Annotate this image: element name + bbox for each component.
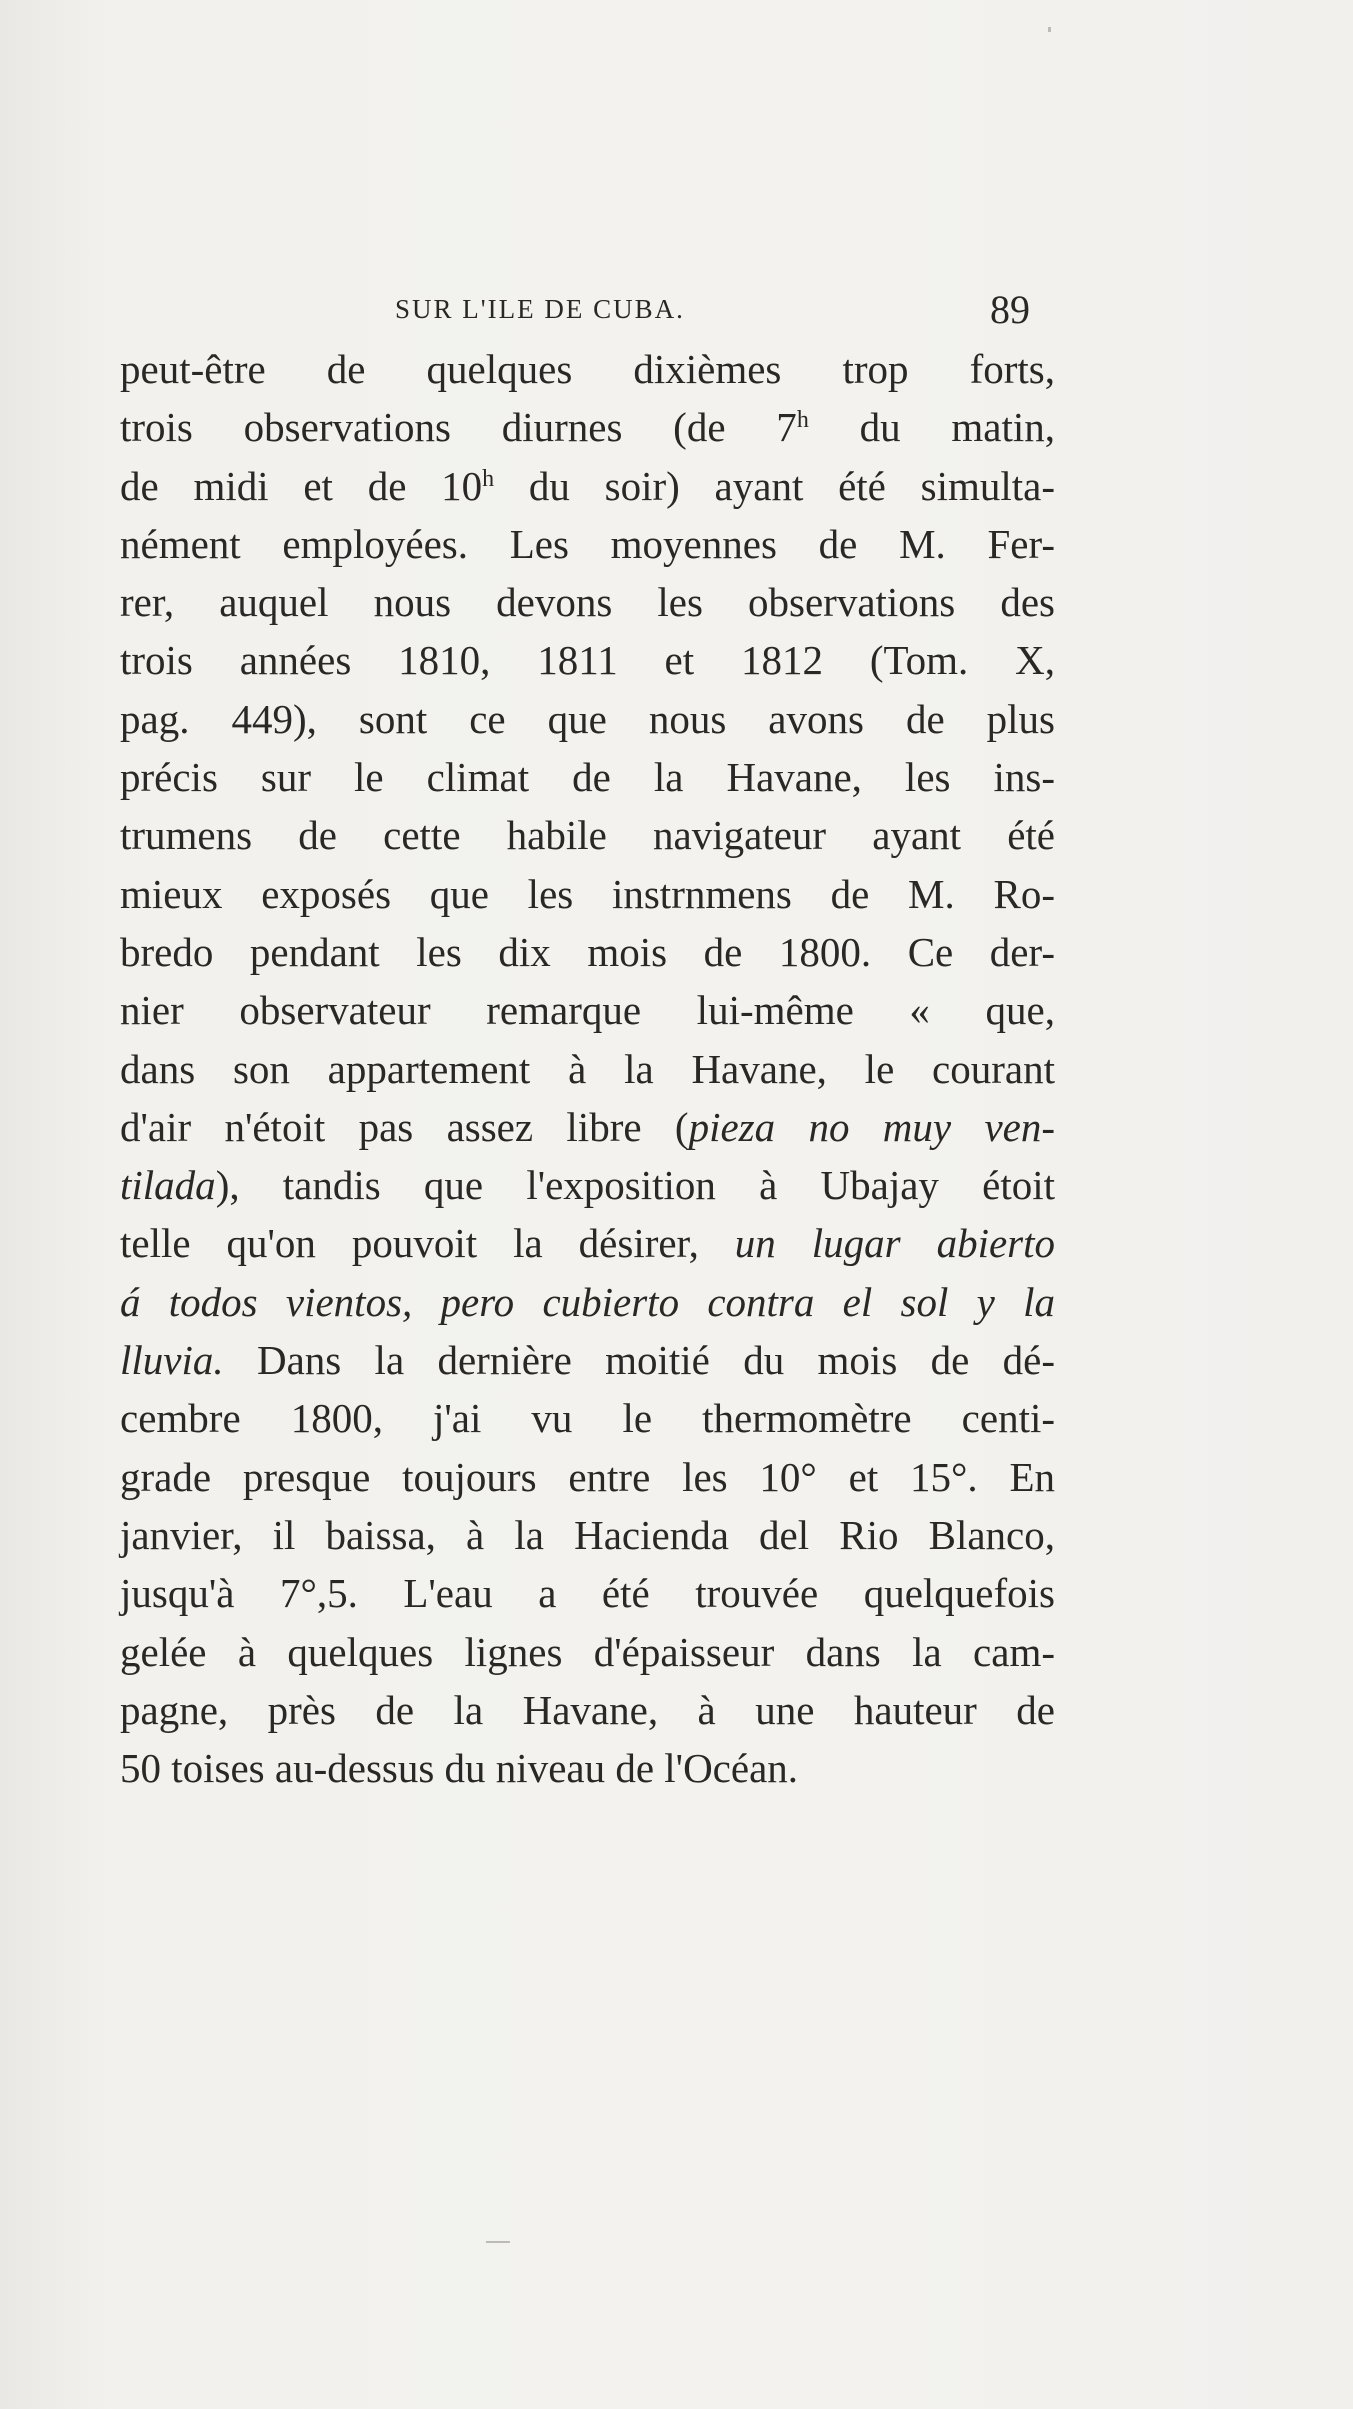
text-line (120, 1739, 1055, 1797)
text-segment: pagne, près de la Havane, à une hauteur de (120, 1686, 1055, 1733)
text-segment: mieux exposés que les instrnmens de M. Ro- (120, 870, 1055, 917)
text-line (120, 1448, 1055, 1506)
italic-text: un lugar abierto (734, 1220, 1055, 1267)
italic-text: á todos vientos, pero cubierto contra el sol y la (120, 1278, 1055, 1325)
text-segment: pag. 449), sont ce que nous avons de plus (120, 695, 1055, 742)
text-segment: du soir) ayant été simulta- (494, 462, 1055, 509)
text-line (120, 573, 1055, 631)
text-line (120, 806, 1055, 864)
text-line (120, 1564, 1055, 1622)
text-line (120, 690, 1055, 748)
text-segment: jusqu'à 7°,5. L'eau a été trouvée quelquefois (120, 1570, 1055, 1617)
text-segment: gelée à quelques lignes d'épaisseur dans la cam- (120, 1628, 1055, 1675)
text-line (120, 515, 1055, 573)
text-line (120, 1214, 1055, 1272)
text-line (120, 923, 1055, 981)
text-line (120, 1506, 1055, 1564)
text-line (120, 1040, 1055, 1098)
text-segment: bredo pendant les dix mois de 1800. Ce der- (120, 928, 1055, 975)
body-text (120, 340, 1055, 1797)
running-head (120, 286, 1080, 336)
text-segment: dans son appartement à la Havane, le courant (120, 1045, 1055, 1092)
text-segment: trois observations diurnes (de 7 (120, 404, 797, 451)
running-title: SUR L'ILE DE CUBA. (395, 294, 685, 324)
text-segment: 50 toises au-dessus du niveau de l'Océan. (120, 1745, 799, 1792)
text-line (120, 1623, 1055, 1681)
text-segment: cembre 1800, j'ai vu le thermomètre centi- (120, 1395, 1055, 1442)
text-line (120, 748, 1055, 806)
text-line (120, 398, 1055, 456)
superscript: h (796, 407, 809, 434)
text-line (120, 1098, 1055, 1156)
text-segment: du matin, (808, 404, 1055, 451)
text-segment: Dans la dernière moitié du mois de dé- (223, 1337, 1055, 1384)
text-segment: d'air n'étoit pas assez libre ( (120, 1103, 689, 1150)
text-segment: trois années 1810, 1811 et 1812 (Tom. X, (120, 637, 1055, 684)
paper-speck (1048, 27, 1051, 32)
text-line (120, 865, 1055, 923)
text-line (120, 1681, 1055, 1739)
text-segment: grade presque toujours entre les 10° et 15°. En (120, 1453, 1055, 1500)
text-line (120, 1389, 1055, 1447)
text-line (120, 981, 1055, 1039)
italic-text: pieza no muy ven- (688, 1103, 1055, 1150)
text-segment: de midi et de 10 (120, 462, 483, 509)
text-segment: ), tandis que l'exposition à Ubajay étoit (215, 1162, 1055, 1209)
text-segment: telle qu'on pouvoit la désirer, (120, 1220, 735, 1267)
text-segment: nier observateur remarque lui-même « que, (120, 987, 1055, 1034)
text-line (120, 1331, 1055, 1389)
page-number: 89 (990, 287, 1030, 332)
paper-speck (486, 2241, 510, 2243)
text-line (120, 631, 1055, 689)
text-line (120, 457, 1055, 515)
text-segment: peut-être de quelques dixièmes trop forts, (120, 346, 1055, 392)
text-segment: précis sur le climat de la Havane, les ins- (120, 754, 1055, 801)
text-segment: rer, auquel nous devons les observations des (120, 579, 1055, 626)
superscript: h (482, 465, 495, 492)
text-line (120, 1156, 1055, 1214)
text-line (120, 340, 1055, 398)
text-segment: nément employées. Les moyennes de M. Fer- (120, 520, 1055, 567)
italic-text: lluvia. (120, 1337, 224, 1384)
text-segment: janvier, il baissa, à la Hacienda del Rio Blanco, (120, 1511, 1055, 1558)
text-line (120, 1273, 1055, 1331)
italic-text: tilada (120, 1162, 216, 1209)
text-segment: trumens de cette habile navigateur ayant été (120, 812, 1055, 859)
